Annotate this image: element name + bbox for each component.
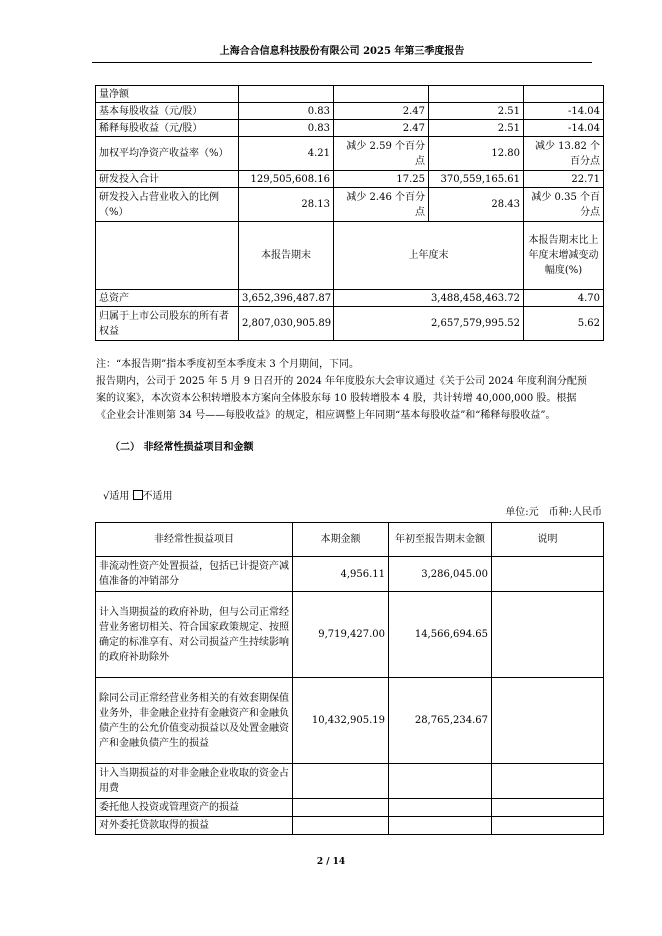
table-note: 注：“本报告期”指本季度初至本季度末 3 个月期间，下同。 (96, 359, 359, 370)
page-header: 上海合合信息科技股份有限公司 2025 年第三季度报告 (219, 46, 465, 57)
applicable-selector (103, 490, 173, 504)
cell-value: 3,652,396,487.87 (239, 290, 334, 307)
table-row (96, 103, 604, 120)
row-label: 研发投入合计 (96, 171, 239, 188)
cell-value (293, 799, 389, 817)
cell-note (492, 799, 604, 817)
cell-value: 9,719,427.00 (293, 592, 389, 678)
cell-value (293, 764, 389, 799)
cell-value: 2.47 (334, 103, 429, 120)
cell-value: 2.47 (334, 120, 429, 137)
cell-value: 10,432,905.19 (293, 678, 389, 764)
cell-value: 减少 2.46 个百分点 (334, 188, 429, 222)
column-header: 上年度末 (334, 222, 524, 290)
header-divider (92, 62, 592, 63)
table-row (96, 86, 604, 103)
cell-value (293, 817, 389, 835)
table-row (96, 592, 604, 678)
cell-value (389, 817, 492, 835)
table-row (96, 307, 604, 341)
cell-value: 129,505,608.16 (239, 171, 334, 188)
cell-note (492, 557, 604, 592)
cell-value: 12.80 (429, 137, 524, 171)
row-label: 总资产 (96, 290, 239, 307)
cell-value: 2.51 (429, 103, 524, 120)
cell-value: 14,566,694.65 (389, 592, 492, 678)
cell-value: 2,807,030,905.89 (239, 307, 334, 341)
cell-value: 减少 2.59 个百分点 (334, 137, 429, 171)
cell-value: 17.25 (334, 171, 429, 188)
cell-value: 2.51 (429, 120, 524, 137)
item-label: 非流动性资产处置损益，包括已计提资产减值准备的冲销部分 (96, 557, 293, 592)
cell-value: 减少 13.82 个百分点 (524, 137, 604, 171)
cell-note (492, 817, 604, 835)
table-row (96, 120, 604, 137)
row-label: 基本每股收益（元/股） (96, 103, 239, 120)
cell-value (389, 799, 492, 817)
table-row (96, 188, 604, 222)
column-header: 非经常性损益项目 (96, 523, 293, 557)
cell-value: 4.70 (524, 290, 604, 307)
cell-value: 5.62 (524, 307, 604, 341)
cell-value: 28,765,234.67 (389, 678, 492, 764)
item-label: 计入当期损益的对非金融企业收取的资金占用费 (96, 764, 293, 799)
cell-value: 0.83 (239, 120, 334, 137)
cell-value: 3,286,045.00 (389, 557, 492, 592)
table-row (96, 290, 604, 307)
checkbox-icon (133, 490, 143, 500)
cell-value (389, 764, 492, 799)
cell-value: 3,488,458,463.72 (334, 290, 524, 307)
non-recurring-items-table (95, 522, 604, 835)
page-number: 2 / 14 (316, 857, 346, 867)
table-row (96, 137, 604, 171)
financial-indicators-table (95, 85, 604, 341)
column-header: 本报告期末比上年度末增减变动幅度(%) (524, 222, 604, 290)
table-row (96, 817, 604, 835)
cell-value: -14.04 (524, 120, 604, 137)
section-title: （二） 非经常性损益项目和金额 (110, 442, 254, 453)
row-label: 稀释每股收益（元/股） (96, 120, 239, 137)
not-applicable-option: 不适用 (142, 491, 173, 502)
item-label: 计入当期损益的政府补助，但与公司正常经营业务密切相关、符合国家政策规定、按照确定的标准享有、对公司损益产生持续影响的政府补助除外 (96, 592, 293, 678)
cell-value: 28.13 (239, 188, 334, 222)
cell-value: -14.04 (524, 103, 604, 120)
cell-value: 370,559,165.61 (429, 171, 524, 188)
cell-note (492, 764, 604, 799)
column-header: 本期金额 (293, 523, 389, 557)
table-row (96, 557, 604, 592)
cell-value: 减少 0.35 个百分点 (524, 188, 604, 222)
row-label: 归属于上市公司股东的所有者权益 (96, 307, 239, 341)
explanation-paragraph: 报告期内，公司于 2025 年 5 月 9 日召开的 2024 年年度股东大会审议通过《关于公司 2024 年度利润分配预案的议案》，本次资本公积转增股本方案向全体股东每 10 股转增股本 4 股，共计转增 40,000,000 股。根据《企业会计准则第 34 号——每股收益》的规定，相应调整上年同期“基本每股收益”和“稀释每股收益”。 (96, 376, 587, 421)
table-header-row (96, 523, 604, 557)
applicable-option: √适用 (103, 491, 130, 502)
table-row (96, 799, 604, 817)
item-label: 委托他人投资或管理资产的损益 (96, 799, 293, 817)
unit-line: 单位:元 币种:人民币 (505, 507, 602, 518)
row-label: 加权平均净资产收益率（%） (96, 137, 239, 171)
balance-header-row (96, 222, 604, 290)
row-label: 研发投入占营业收入的比例（%） (96, 188, 239, 222)
cell-value: 28.43 (429, 188, 524, 222)
cell-note (492, 592, 604, 678)
column-header: 本报告期末 (239, 222, 334, 290)
row-label: 量净额 (96, 86, 239, 103)
cell-value: 4,956.11 (293, 557, 389, 592)
item-label: 除同公司正常经营业务相关的有效套期保值业务外，非金融企业持有金融资产和金融负债产生的公允价值变动损益以及处置金融资产和金融负债产生的损益 (96, 678, 293, 764)
table-row (96, 764, 604, 799)
cell-note (492, 678, 604, 764)
table-row (96, 678, 604, 764)
item-label: 对外委托贷款取得的损益 (96, 817, 293, 835)
table-row (96, 171, 604, 188)
column-header: 说明 (492, 523, 604, 557)
cell-value: 2,657,579,995.52 (334, 307, 524, 341)
cell-value: 22.71 (524, 171, 604, 188)
cell-value: 0.83 (239, 103, 334, 120)
column-header: 年初至报告期末金额 (389, 523, 492, 557)
cell-value: 4.21 (239, 137, 334, 171)
